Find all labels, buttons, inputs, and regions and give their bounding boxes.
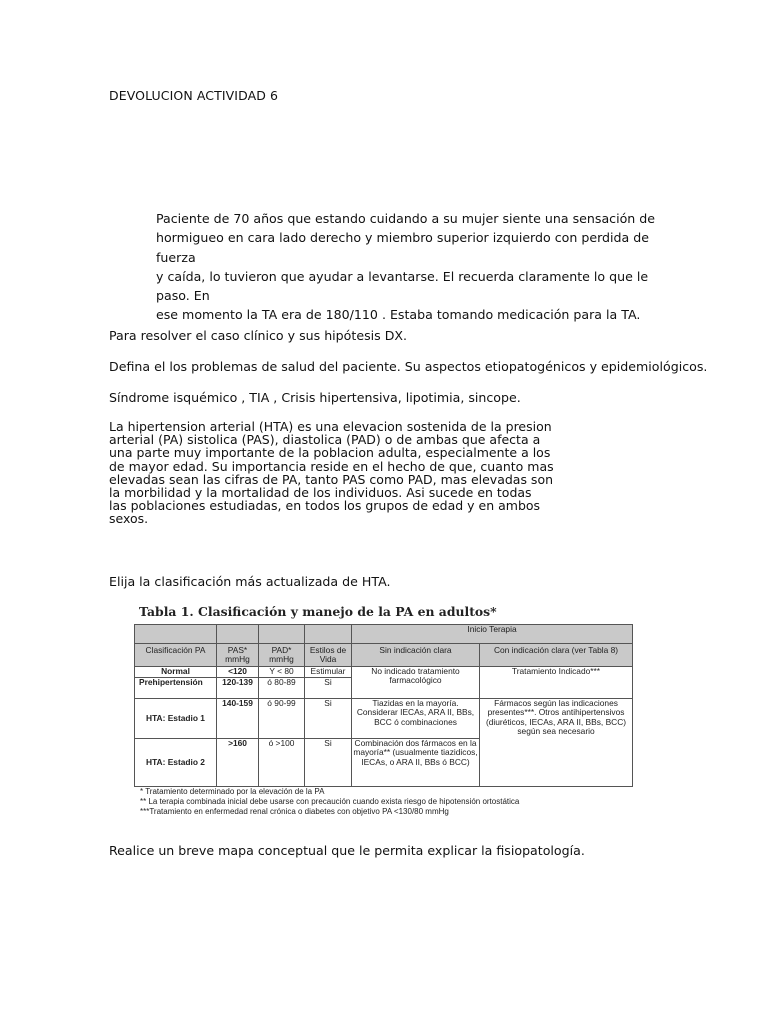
hta-line: arterial (PA) sistolica (PAS), diastolica (PAD) o de ambas que afecta a: [109, 432, 541, 448]
row-sin-indicacion: Tiazidas en la mayoría. Considerar IECAs, ARA II, BBs, BCC ó combinaciones: [352, 699, 480, 739]
row-pad: Y < 80: [259, 667, 305, 678]
row-pas: 120-139: [217, 678, 259, 699]
define-problems-prompt: Defina el los problemas de salud del paciente. Su aspectos etiopatogénicos y epidemiológicos.: [109, 359, 708, 374]
case-line: y caída, lo tuvieron que ayudar a levantarse. El recuerda claramente lo que le paso. En: [156, 268, 649, 304]
row-clasificacion: Normal: [135, 667, 217, 678]
row-pad: ó 80-89: [259, 678, 305, 699]
case-line: ese momento la TA era de 180/110 . Estaba tomando medicación para la TA.: [156, 307, 641, 323]
header-inicio-terapia: Inicio Terapia: [352, 625, 633, 644]
header-pas: PAS* mmHg: [217, 644, 259, 667]
row-estilos: Si: [305, 699, 352, 739]
table-row: [135, 667, 633, 678]
hta-line: la morbilidad y la mortalidad de los individuos. Asi sucede en todas: [109, 485, 532, 501]
table-footnote: * Tratamiento determinado por la elevación de la PA: [140, 787, 325, 796]
row-pas: <120: [217, 667, 259, 678]
row-pad: ó >100: [259, 739, 305, 787]
row-estilos: Si: [305, 739, 352, 787]
classification-prompt: Elija la clasificación más actualizada de HTA.: [109, 574, 391, 589]
header-pad: PAD* mmHg: [259, 644, 305, 667]
hta-line: elevadas sean las cifras de PA, tanto PAS como PAD, mas elevadas son: [109, 471, 554, 487]
header-con-indicacion: Con indicación clara (ver Tabla 8): [480, 644, 633, 667]
hta-line: La hipertension arterial (HTA) es una elevacion sostenida de la presion: [109, 419, 552, 434]
table-footnote: ** La terapia combinada inicial debe usarse con precaución cuando exista riesgo de hipotensión ortostática: [140, 797, 520, 806]
document-title: DEVOLUCION ACTIVIDAD 6: [109, 88, 279, 103]
row-sin-indicacion: No indicado tratamiento farmacológico: [352, 667, 480, 699]
row-pad: ó 90-99: [259, 699, 305, 739]
case-paragraph: [156, 209, 656, 325]
case-line: hormigueo en cara lado derecho y miembro superior izquierdo con perdida de fuerza: [156, 230, 649, 265]
table-title: Tabla 1. Clasificación y manejo de la PA en adultos*: [139, 604, 497, 619]
hta-paragraph: [109, 420, 554, 526]
header-clasificacion: Clasificación PA: [135, 644, 217, 667]
case-line: Paciente de 70 años que estando cuidando a su mujer siente una sensación de: [156, 211, 656, 226]
row-clasificacion: Prehipertensión: [135, 678, 217, 699]
row-estilos: Estimular: [305, 667, 352, 678]
hta-line: sexos.: [109, 511, 149, 527]
row-pas: 140-159: [217, 699, 259, 739]
row-clasificacion: HTA: Estadio 1: [135, 699, 217, 739]
hta-line: las poblaciones estudiadas, en todos los grupos de edad y en ambos: [109, 498, 541, 514]
hta-line: de mayor edad. Su importancia reside en el hecho de que, cuanto mas: [109, 458, 554, 474]
row-con-indicacion: Fármacos según las indicaciones presentes***. Otros antihipertensivos (diuréticos, IECAs, ARA II, BBs, BCC) según sea necesario: [480, 699, 633, 787]
row-clasificacion: HTA: Estadio 2: [135, 739, 217, 787]
table-footnote: ***Tratamiento en enfermedad renal crónica o diabetes con objetivo PA <130/80 mmHg: [140, 807, 449, 816]
hta-line: una parte muy importante de la poblacion adulta, especialmente a los: [109, 445, 551, 461]
row-estilos: Si: [305, 678, 352, 699]
problems-list: Síndrome isquémico , TIA , Crisis hipertensiva, lipotimia, sincope.: [109, 390, 521, 405]
table-row: [135, 699, 633, 739]
table-header-row: [135, 644, 633, 667]
header-sin-indicacion: Sin indicación clara: [352, 644, 480, 667]
header-estilos: Estilos de Vida: [305, 644, 352, 667]
table-header-top-row: [135, 625, 633, 644]
row-con-indicacion: Tratamiento Indicado***: [480, 667, 633, 699]
resolve-intro: Para resolver el caso clínico y sus hipótesis DX.: [109, 328, 408, 343]
concept-map-prompt: Realice un breve mapa conceptual que le permita explicar la fisiopatología.: [109, 843, 585, 858]
row-sin-indicacion: Combinación dos fármacos en la mayoría** (usualmente tiazidicos, IECAs, o ARA II, BBs ó BCC): [352, 739, 480, 787]
pa-classification-table: [134, 624, 633, 787]
row-pas: >160: [217, 739, 259, 787]
